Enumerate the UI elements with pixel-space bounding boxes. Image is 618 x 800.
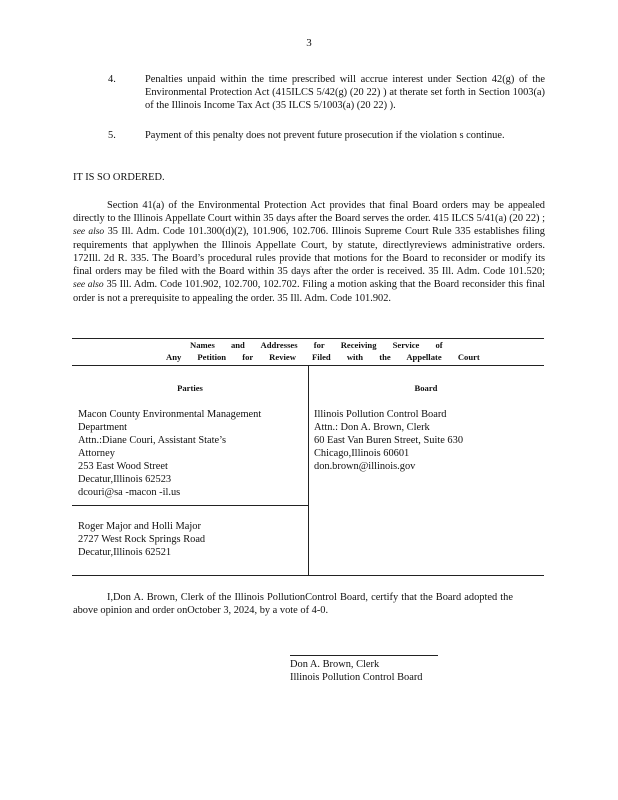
table-header [72, 338, 544, 366]
see-also-citation: see also [73, 227, 105, 237]
certification-text: I,Don A. Brown, Clerk of the Illinois PollutionControl Board, certify that the Board adopted the above opinion and order onOctober 3, 2024, by a vote of 4-0. [73, 592, 513, 616]
signer-name: Don A. Brown, Clerk [290, 659, 380, 670]
see-also-citation: see also [73, 280, 104, 290]
table-column-divider [308, 365, 309, 576]
signature-block [290, 658, 423, 684]
address-line: Decatur,Illinois 62521 [78, 547, 172, 558]
address-line: Chicago,Illinois 60601 [314, 448, 410, 459]
address-line: 253 East Wood Street [78, 461, 168, 472]
page-number: 3 [306, 37, 312, 49]
address-line: Attn.: Don A. Brown, Clerk [314, 422, 430, 433]
signer-organization: Illinois Pollution Control Board [290, 672, 423, 683]
address-line: Attorney [78, 448, 115, 459]
address-line: Department [78, 422, 128, 433]
list-item-text: Payment of this penalty does not prevent future prosecution if the violation s continue. [145, 130, 505, 141]
table-header-line1: Names and Addresses for Receiving Service of [190, 340, 443, 350]
address-line: Illinois Pollution Control Board [314, 409, 447, 420]
list-item-number: 5. [108, 130, 116, 141]
email-address: don.brown@illinois.gov [314, 461, 416, 472]
address-line: Macon County Environmental Management [78, 409, 262, 420]
parties-column-heading: Parties [177, 383, 203, 393]
email-address: dcouri@sa -macon -il.us [78, 487, 181, 498]
appeal-text-part3: 35 Ill. Adm. Code 101.902, 102.700, 102.702. Filing a motion asking that the Board reconsider this final order is not a prerequisite to appealing the order. 35 Ill. Adm. Code 101.902. [73, 279, 545, 304]
board-column-heading: Board [414, 383, 438, 393]
table-row-divider [72, 505, 308, 506]
order-statement: IT IS SO ORDERED. [73, 172, 165, 183]
party-address-macon [78, 408, 298, 499]
table-header-line2: Any Petition for Review Filed with the Appellate Court [166, 352, 480, 362]
address-line: Roger Major and Holli Major [78, 521, 201, 532]
party-address-major [78, 520, 298, 559]
certification-paragraph [73, 591, 513, 617]
appeal-text-part1: Section 41(a) of the Environmental Protection Act provides that final Board orders may be appealed directly to the Illinois Appellate Court within 35 days after the Board serves the order. 415 ILCS 5/41(a) (20 22) ; [73, 200, 545, 224]
list-item-text: Penalties unpaid within the time prescribed will accrue interest under Section 42(g) of the Environmental Protection Act (415ILCS 5/42(g) (20 22) ) at therate set forth in Section 1003(a) of the Illinois Income Tax Act (35 ILCS 5/1003(a) (20 22) ). [145, 74, 545, 111]
address-line: Decatur,Illinois 62523 [78, 474, 172, 485]
address-line: 60 East Van Buren Street, Suite 630 [314, 435, 464, 446]
list-item-number: 4. [108, 74, 116, 85]
address-line: 2727 West Rock Springs Road [78, 534, 206, 545]
signature-line [290, 655, 438, 656]
appeal-paragraph [73, 199, 545, 305]
address-line: Attn.:Diane Couri, Assistant State’s [78, 435, 227, 446]
appeal-text-part2: 35 Ill. Adm. Code 101.300(d)(2), 101.906, 102.706. Illinois Supreme Court Rule 335 establishes filing requirements that applywhen the Illinois Appellate Court, by statute, directlyreviews administrative orders. 172Ill. 2d R. 335. The Board’s procedural rules provide that motions for the Board to reconsider or modify its final orders may be filed with the Board within 35 days after the order is received. 35 Ill. Adm. Code 101.520; [73, 226, 545, 277]
table-bottom-border [72, 575, 544, 576]
board-address [314, 408, 539, 473]
